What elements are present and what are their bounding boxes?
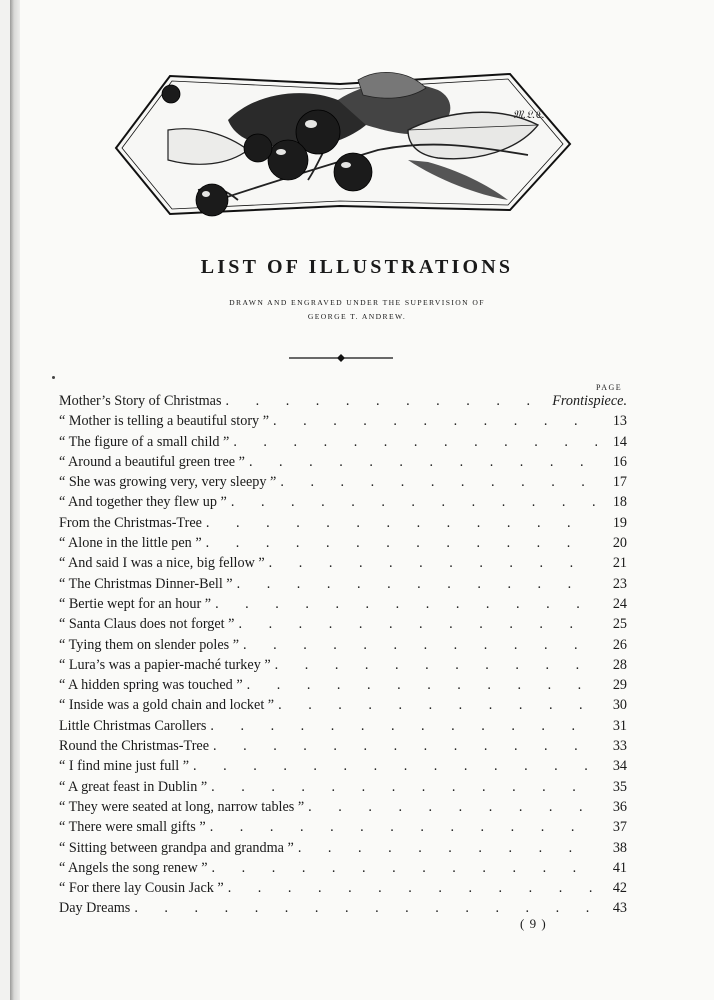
illustration-title: “ Inside was a gold chain and locket ” <box>59 697 275 714</box>
dot-leader <box>273 411 597 431</box>
illustration-title: “ She was growing very, very sleepy ” <box>59 474 277 491</box>
illustration-title: “ Tying them on slender poles ” <box>59 636 239 653</box>
page-number: 37 <box>612 819 627 836</box>
dot-leader <box>249 452 597 472</box>
dot-leader <box>213 736 597 756</box>
list-item <box>59 614 627 634</box>
illustration-title: “ A hidden spring was touched ” <box>59 677 243 694</box>
illustration-title: Little Christmas Carollers <box>59 717 207 734</box>
list-item <box>59 432 627 452</box>
list-item <box>59 695 627 715</box>
page-number: 28 <box>612 656 627 673</box>
dot-leader <box>308 797 597 817</box>
dot-leader <box>280 472 597 492</box>
dot-leader <box>275 655 597 675</box>
dot-leader <box>212 858 597 878</box>
list-item <box>59 594 627 614</box>
page-title: LIST OF ILLUSTRATIONS <box>200 256 514 278</box>
dot-leader <box>210 817 597 837</box>
illustration-title: “ Bertie wept for an hour ” <box>59 595 212 612</box>
list-item <box>59 736 627 756</box>
illustration-title: “ Lura’s was a papier-maché turkey ” <box>59 656 271 673</box>
svg-text:𝔐.𝔏.ℭ.: 𝔐.𝔏.ℭ. <box>513 109 545 121</box>
page-number: 17 <box>612 474 627 491</box>
dot-leader <box>211 777 597 797</box>
page-number: 41 <box>612 859 627 876</box>
list-item <box>59 878 627 898</box>
list-item <box>59 797 627 817</box>
page-folio: ( 9 ) <box>520 916 547 931</box>
list-item <box>59 817 627 837</box>
illustration-title: “ Santa Claus does not forget ” <box>59 616 235 633</box>
page-number: 26 <box>612 636 627 653</box>
page-number: 14 <box>612 433 627 450</box>
illustration-title: “ And together they flew up ” <box>59 494 227 511</box>
illustration-title: “ A great feast in Dublin ” <box>59 778 208 795</box>
illustration-title: “ I find mine just full ” <box>59 758 190 775</box>
list-item <box>59 452 627 472</box>
illustration-title: “ The figure of a small child ” <box>59 433 230 450</box>
illustration-title: Mother’s Story of Christmas <box>59 393 222 409</box>
illustration-title: From the Christmas-Tree <box>59 514 202 531</box>
illustration-title: “ Mother is telling a beautiful story ” <box>59 413 269 430</box>
illustration-title: “ And said I was a nice, big fellow ” <box>59 555 265 572</box>
page-number: 43 <box>612 900 627 917</box>
illustration-title: “ Around a beautiful green tree ” <box>59 453 245 470</box>
list-item <box>59 858 627 878</box>
list-item <box>59 838 627 858</box>
dot-leader <box>231 492 597 512</box>
page-number: 29 <box>612 677 627 694</box>
dot-leader <box>215 594 597 614</box>
page-number: 16 <box>612 453 627 470</box>
page-gutter-shadow <box>10 0 20 1000</box>
page-number: 35 <box>612 778 627 795</box>
list-item <box>59 472 627 492</box>
dot-leader <box>206 513 597 533</box>
list-item <box>59 391 627 411</box>
page-number: 31 <box>612 717 627 734</box>
holly-ornament-icon <box>108 70 576 220</box>
dot-leader <box>278 695 597 715</box>
dot-leader <box>226 391 547 411</box>
list-item <box>59 777 627 797</box>
print-speck <box>52 376 55 379</box>
page-number: 19 <box>612 514 627 531</box>
dot-leader <box>206 533 597 553</box>
page-number: 33 <box>612 738 627 755</box>
dot-leader <box>243 635 597 655</box>
illustration-title: “ Alone in the little pen ” <box>59 535 202 552</box>
list-item <box>59 492 627 512</box>
dot-leader <box>233 432 597 452</box>
subtitle-line-1: DRAWN AND ENGRAVED UNDER THE SUPERVISION OF <box>229 298 485 307</box>
page-number: 36 <box>612 798 627 815</box>
dot-leader <box>228 878 597 898</box>
page-number: 13 <box>612 413 627 430</box>
page-number: 30 <box>612 697 627 714</box>
dot-leader <box>269 553 597 573</box>
dot-leader <box>247 675 597 695</box>
illustration-title: “ The Christmas Dinner-Bell ” <box>59 575 233 592</box>
list-item <box>59 675 627 695</box>
page-number: Frontispiece. <box>552 393 627 409</box>
page-number: 42 <box>612 880 627 897</box>
page-number: 20 <box>612 535 627 552</box>
page-number: 21 <box>612 555 627 572</box>
list-item <box>59 553 627 573</box>
illustrations-list <box>59 391 627 919</box>
list-item <box>59 513 627 533</box>
illustration-title: Round the Christmas-Tree <box>59 738 210 755</box>
subtitle-line-2: GEORGE T. ANDREW. <box>307 312 407 321</box>
dot-leader <box>238 614 597 634</box>
illustration-title: “ Sitting between grandpa and grandma ” <box>59 839 294 856</box>
dot-leader <box>298 838 597 858</box>
page-number: 24 <box>612 595 627 612</box>
list-item <box>59 655 627 675</box>
list-item <box>59 635 627 655</box>
list-item <box>59 411 627 431</box>
illustration-title: Day Dreams <box>59 900 131 917</box>
list-item <box>59 574 627 594</box>
dot-leader <box>193 756 597 776</box>
page-number: 23 <box>612 575 627 592</box>
illustration-title: “ Angels the song renew ” <box>59 859 208 876</box>
page-column-label: PAGE <box>596 383 623 392</box>
dot-leader <box>237 574 597 594</box>
list-item <box>59 756 627 776</box>
page-number: 38 <box>612 839 627 856</box>
illustration-title: “ There were small gifts ” <box>59 819 206 836</box>
page-number: 34 <box>612 758 627 775</box>
list-item <box>59 533 627 553</box>
subtitle <box>0 296 714 324</box>
illustration-title: “ They were seated at long, narrow tables ” <box>59 798 305 815</box>
page-number: 18 <box>612 494 627 511</box>
page-number: 25 <box>612 616 627 633</box>
list-item <box>59 716 627 736</box>
dot-leader <box>210 716 597 736</box>
illustration-title: “ For there lay Cousin Jack ” <box>59 880 224 897</box>
diamond-rule-divider <box>289 352 393 364</box>
